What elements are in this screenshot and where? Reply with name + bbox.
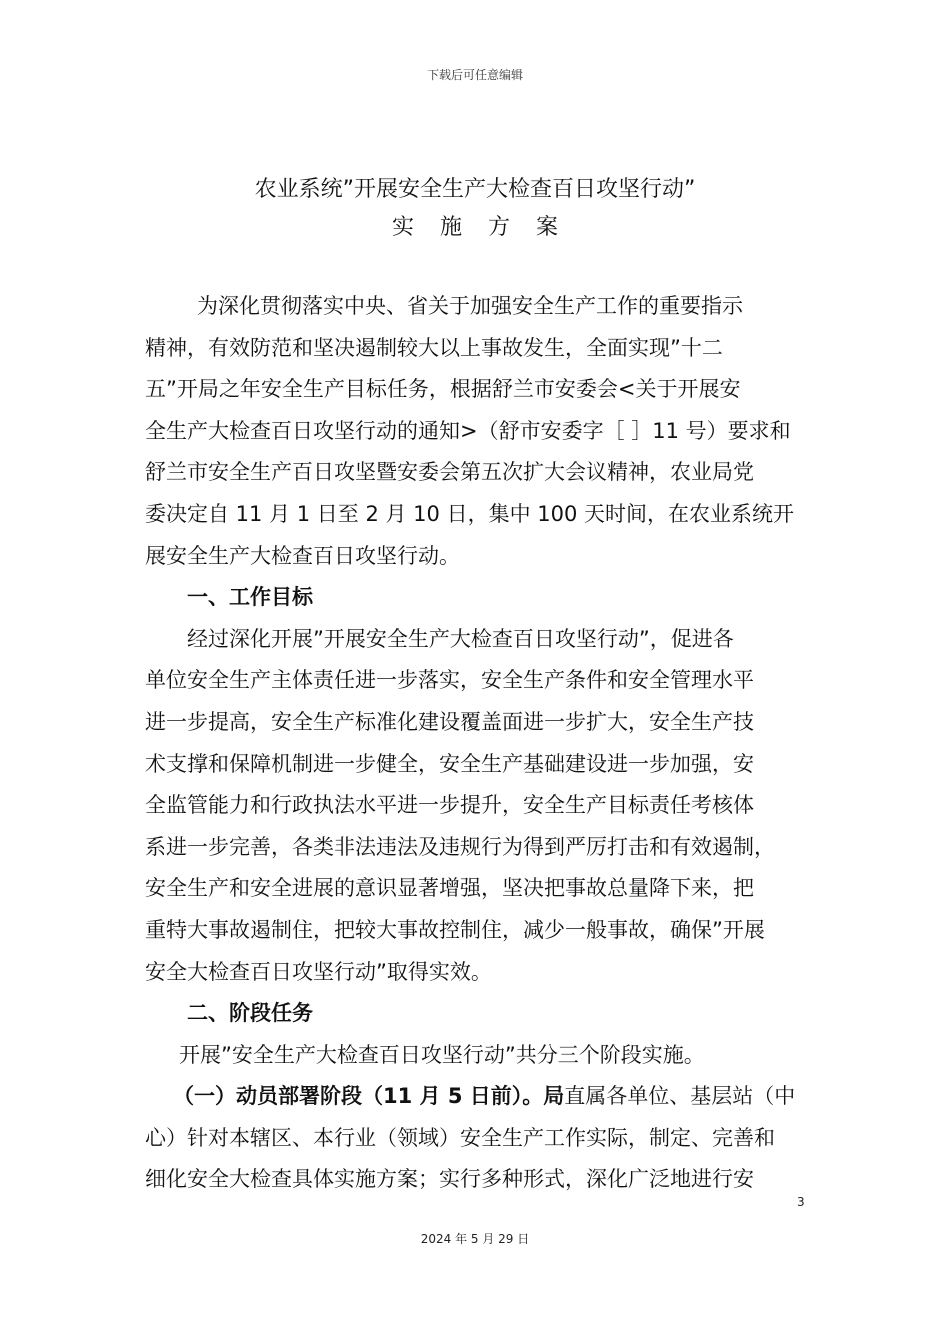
body-line: 细化安全大检查具体实施方案；实行多种形式，深化广泛地进行安 — [145, 1167, 754, 1192]
stage-text: 直属各单位、基层站（中 — [564, 1084, 796, 1109]
body-line: 为深化贯彻落实中央、省关于加强安全生产工作的重要指示 — [197, 294, 743, 318]
body-line: 系进一步完善，各类非法违法及违规行为得到严厉打击和有效遏制， — [145, 834, 775, 859]
body-line: 五”开局之年安全生产目标任务，根据舒兰市安委会<关于开展安 — [145, 377, 741, 402]
stage-line — [145, 1076, 807, 1118]
header-note: 下载后可任意编辑 — [426, 68, 523, 82]
stage-heading: （一）动员部署阶段（11 月 5 日前）。局 — [173, 1084, 565, 1109]
body-line: 全监管能力和行政执法水平进一步提升，安全生产目标责任考核体 — [145, 793, 754, 818]
body-line: 委决定自 11 月 1 日至 2 月 10 日，集中 100 天时间，在农业系统开 — [145, 501, 794, 526]
section-heading: 一、工作目标 — [187, 585, 313, 610]
body-line: 安全大检查百日攻坚行动”取得实效。 — [145, 959, 492, 984]
document-title: 农业系统”开展安全生产大检查百日攻坚行动” — [254, 177, 696, 202]
footer-date: 2024 年 5 月 29 日 — [420, 1232, 530, 1246]
body-line: 全生产大检查百日攻坚行动的通知>（舒市安委字［ ］11 号）要求和 — [145, 418, 791, 443]
body-line: 展安全生产大检查百日攻坚行动。 — [145, 543, 460, 568]
body-line: 单位安全生产主体责任进一步落实，安全生产条件和安全管理水平 — [145, 668, 754, 693]
body-line: 精神，有效防范和坚决遏制较大以上事故发生，全面实现”十二 — [145, 335, 723, 360]
body-line: 舒兰市安全生产百日攻坚暨安委会第五次扩大会议精神，农业局党 — [145, 460, 754, 485]
body-line: 进一步提高，安全生产标准化建设覆盖面进一步扩大，安全生产技 — [145, 709, 754, 734]
body-line: 心）针对本辖区、本行业（领域）安全生产工作实际，制定、完善和 — [145, 1125, 775, 1150]
document-subtitle: 实施方案 — [391, 215, 584, 240]
page-number: 3 — [797, 1195, 805, 1209]
body-line: 术支撑和保障机制进一步健全，安全生产基础建设进一步加强，安 — [145, 751, 754, 776]
body-line: 经过深化开展”开展安全生产大检查百日攻坚行动”，促进各 — [187, 626, 734, 651]
body-line: 重特大事故遏制住，把较大事故控制住，减少一般事故，确保”开展 — [145, 917, 765, 942]
section-heading: 二、阶段任务 — [187, 1001, 313, 1026]
document-body — [145, 286, 807, 1201]
body-line: 安全生产和安全进展的意识显著增强，坚决把事故总量降下来，把 — [145, 876, 754, 901]
body-line: 开展”安全生产大检查百日攻坚行动”共分三个阶段实施。 — [179, 1042, 705, 1067]
